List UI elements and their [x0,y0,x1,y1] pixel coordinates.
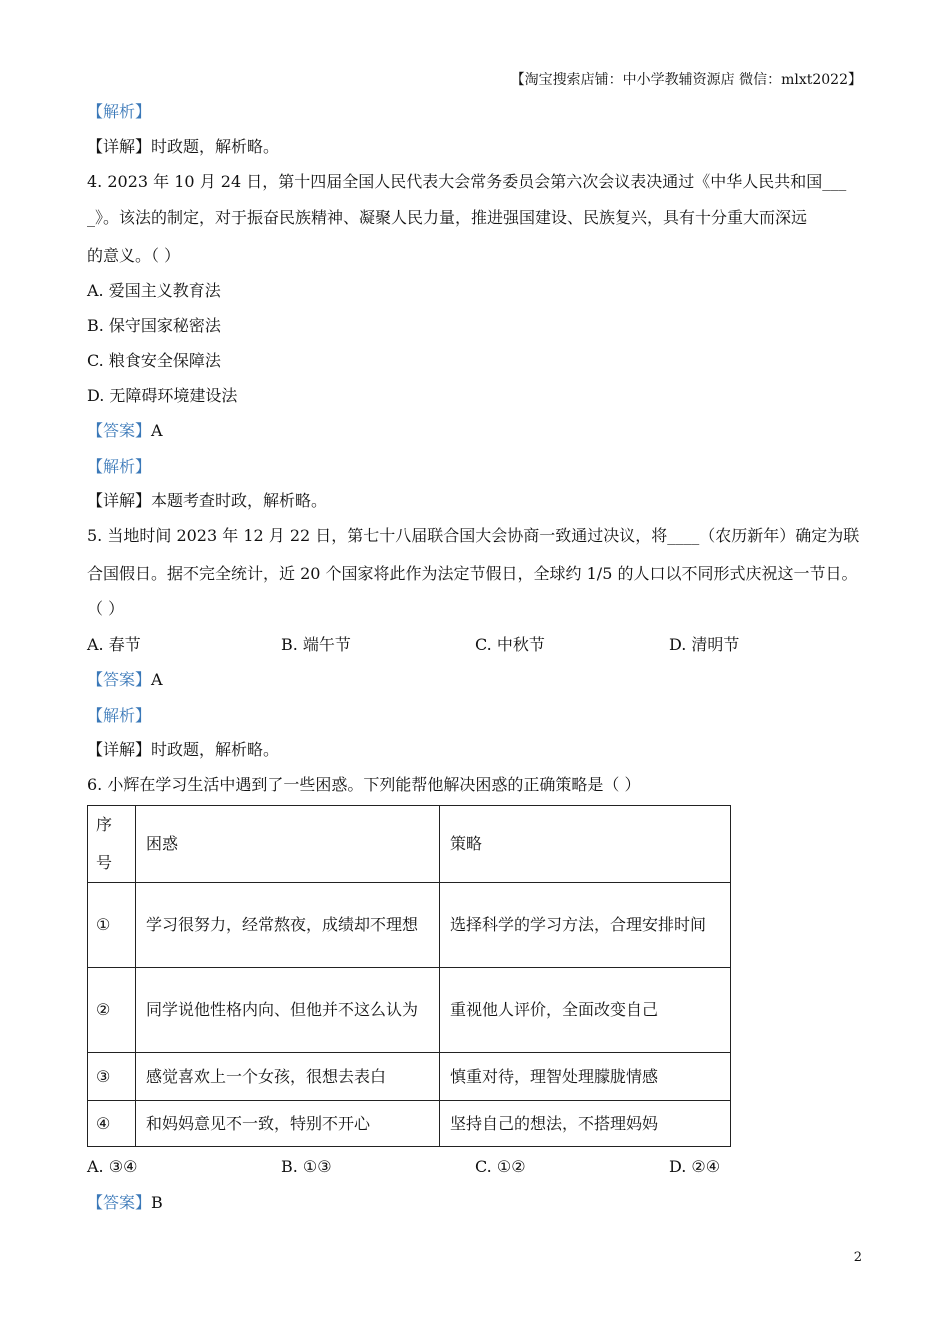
table-row [88,1053,731,1101]
q4-stem-line3: 的意义。（ ） [87,246,181,265]
table-header-cell: 困惑 [136,806,440,883]
answer-tag: 【答案】 [87,1193,152,1212]
table-cell-confusion: 和妈妈意见不一致，特别不开心 [136,1101,440,1147]
q6-option-a: A. ③④ [87,1157,138,1176]
q6-option-b: B. ①③ [281,1157,332,1176]
q5-answer-line [87,670,163,690]
page-header: 【淘宝搜索店铺：中小学教辅资源店 微信：mlxt2022】 [510,72,862,88]
detail-tag: 【详解】 [87,491,152,510]
q4-stem-line2: _》。该法的制定，对于振奋民族精神、凝聚人民力量，推进强国建设、民族复兴，具有十分重大而深远 [87,208,808,227]
q4-detail-text: 本题考查时政，解析略。 [151,491,328,510]
table-row [88,883,731,968]
q5-detail-text: 时政题，解析略。 [151,740,280,759]
table-cell-num: ② [88,968,136,1053]
detail-tag: 【详解】 [87,137,152,156]
detail-tag: 【详解】 [87,740,152,759]
table-cell-num: ④ [88,1101,136,1147]
analysis-tag: 【解析】 [87,457,152,476]
table-row [88,968,731,1053]
q4-option-c: C. 粮食安全保障法 [87,351,221,370]
q6-stem: 6. 小辉在学习生活中遇到了一些困惑。下列能帮他解决困惑的正确策略是（ ） [87,775,641,794]
table-cell-num: ③ [88,1053,136,1101]
q5-answer: A [151,670,163,689]
q4-detail-line [87,491,327,511]
table-cell-strategy: 坚持自己的想法，不搭理妈妈 [440,1101,731,1147]
table-cell-confusion: 学习很努力，经常熬夜，成绩却不理想 [136,883,440,968]
q4-option-b: B. 保守国家秘密法 [87,316,221,335]
q6-option-c: C. ①② [475,1157,526,1176]
table-cell-strategy: 选择科学的学习方法，合理安排时间 [440,883,731,968]
answer-tag: 【答案】 [87,421,152,440]
detail-line [87,137,279,157]
q5-option-d: D. 清明节 [669,635,740,654]
table-cell-num: ① [88,883,136,968]
detail-text: 时政题，解析略。 [151,137,280,156]
q4-option-d: D. 无障碍环境建设法 [87,386,238,405]
q6-table [87,805,731,1147]
q5-stem-line3: （ ） [87,599,125,618]
table-header-row [88,806,731,883]
q5-option-a: A. 春节 [87,635,141,654]
table-header-cell: 策略 [440,806,731,883]
table-header-cell: 序号 [88,806,136,883]
q5-stem-line2: 合国假日。据不完全统计，近 20 个国家将此作为法定节假日，全球约 1/5 的人口以不同形式庆祝这一节日。 [87,564,858,583]
table-row [88,1101,731,1147]
analysis-tag: 【解析】 [87,706,152,725]
q5-option-b: B. 端午节 [281,635,351,654]
page-number: 2 [853,1250,862,1265]
analysis-tag: 【解析】 [87,102,152,121]
q6-answer: B [151,1193,163,1212]
table-cell-strategy: 重视他人评价，全面改变自己 [440,968,731,1053]
q4-stem-line1: 4. 2023 年 10 月 24 日，第十四届全国人民代表大会常务委员会第六次会议表决通过《中华人民共和国___ [87,172,847,191]
answer-tag: 【答案】 [87,670,152,689]
q5-stem-line1: 5. 当地时间 2023 年 12 月 22 日，第七十八届联合国大会协商一致通过决议，将____（农历新年）确定为联 [87,526,860,545]
q4-answer: A [151,421,163,440]
q6-answer-line [87,1193,163,1213]
table-cell-confusion: 同学说他性格内向、但他并不这么认为 [136,968,440,1053]
table-cell-strategy: 慎重对待，理智处理朦胧情感 [440,1053,731,1101]
q4-answer-line [87,421,163,441]
q5-option-c: C. 中秋节 [475,635,545,654]
q4-option-a: A. 爱国主义教育法 [87,281,221,300]
q6-option-d: D. ②④ [669,1157,721,1176]
table-cell-confusion: 感觉喜欢上一个女孩，很想去表白 [136,1053,440,1101]
q5-detail-line [87,740,279,760]
